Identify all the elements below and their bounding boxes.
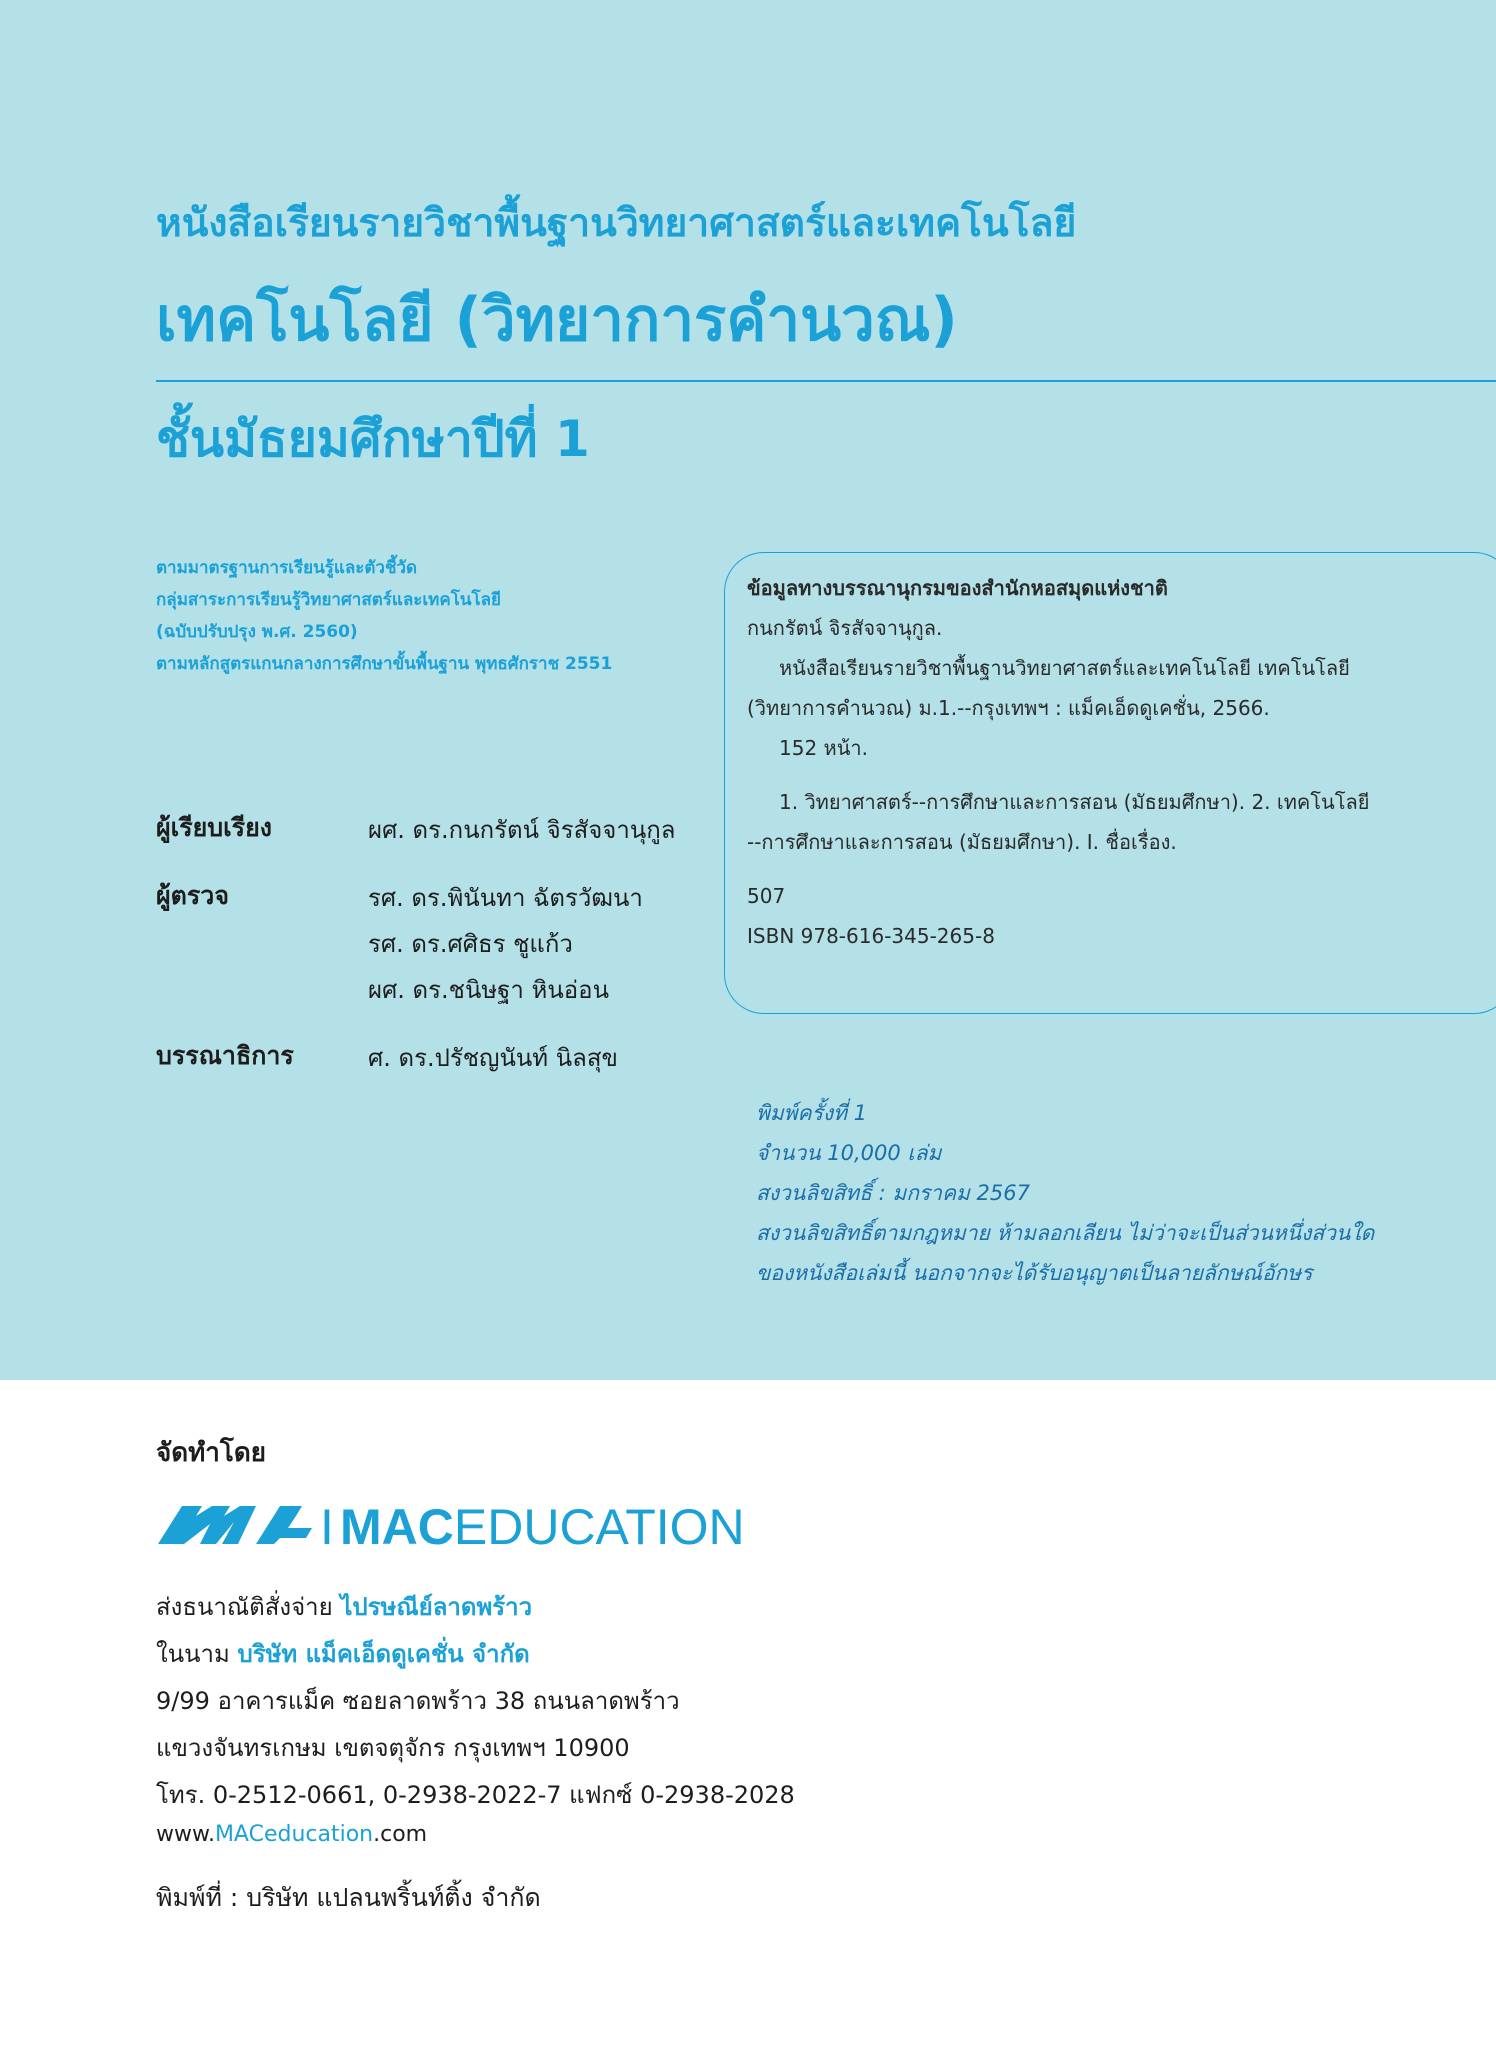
book-title: เทคโนโลยี (วิทยาการคำนวณ)	[156, 285, 958, 355]
cip-heading: ข้อมูลทางบรรณานุกรมของสำนักหอสมุดแห่งชาติ	[747, 576, 1168, 600]
payee-label: ในนาม	[156, 1640, 230, 1668]
print-info-line: พิมพ์ครั้งที่ 1	[756, 1101, 867, 1125]
editor-label: บรรณาธิการ	[156, 1041, 294, 1070]
standards-line: กลุ่มสาระการเรียนรู้วิทยาศาสตร์และเทคโนโลยี	[156, 590, 502, 610]
cip-author: กนกรัตน์ จิรสัจจานุกูล.	[747, 616, 943, 640]
cip-subjects-line: 1. วิทยาศาสตร์--การศึกษาและการสอน (มัธยมศึกษา). 2. เทคโนโลยี	[779, 790, 1370, 814]
address-line: แขวงจันทรเกษม เขตจตุจักร กรุงเทพฯ 10900	[156, 1734, 630, 1762]
cip-title-line: (วิทยาการคำนวณ) ม.1.--กรุงเทพฯ : แม็คเอ็ดดูเคชั่น, 2566.	[747, 696, 1270, 720]
print-info-line: สงวนลิขสิทธิ์ตามกฎหมาย ห้ามลอกเลียน ไม่ว่าจะเป็นส่วนหนึ่งส่วนใด	[756, 1221, 1375, 1245]
produced-by-label: จัดทำโดย	[156, 1438, 266, 1468]
money-order-line	[156, 1584, 795, 1631]
address-line: 9/99 อาคารแม็ค ซอยลาดพร้าว 38 ถนนลาดพร้าว	[156, 1687, 680, 1715]
reviewer-name: รศ. ดร.ศศิธร ชูแก้ว	[368, 930, 573, 958]
logo-text-education: EDUCATION	[453, 1499, 745, 1555]
reviewer-name: ผศ. ดร.ชนิษฐา หินอ่อน	[368, 976, 609, 1004]
svg-text:MACEDUCATION	[340, 1499, 745, 1555]
reviewer-name: รศ. ดร.พินันทา ฉัตรวัฒนา	[368, 884, 643, 912]
print-info	[756, 1093, 1374, 1293]
printer-line: พิมพ์ที่ : บริษัท แปลนพริ้นท์ติ้ง จำกัด	[156, 1883, 541, 1912]
grade-title: ชั้นมัธยมศึกษาปีที่ 1	[156, 410, 590, 468]
cip-title-line: หนังสือเรียนรายวิชาพื้นฐานวิทยาศาสตร์และเทคโนโลยี เทคโนโลยี	[779, 656, 1350, 680]
standards-block	[156, 552, 612, 680]
cip-isbn: ISBN 978-616-345-265-8	[747, 924, 995, 948]
print-info-line: จำนวน 10,000 เล่ม	[756, 1141, 942, 1165]
cip-text	[747, 568, 1369, 956]
author-label: ผู้เรียบเรียง	[156, 813, 272, 842]
website-suffix: .com	[373, 1822, 428, 1847]
website-brand: MACeducation	[214, 1822, 374, 1847]
cip-classification: 507	[747, 884, 786, 908]
series-title: หนังสือเรียนรายวิชาพื้นฐานวิทยาศาสตร์และเทคโนโลยี	[156, 201, 1077, 246]
money-order-value: ไปรษณีย์ลาดพร้าว	[340, 1593, 533, 1621]
money-order-label: ส่งธนาณัติสั่งจ่าย	[156, 1593, 333, 1621]
logo-divider: I	[320, 1499, 334, 1555]
editor-name: ศ. ดร.ปรัชญนันท์ นิลสุข	[368, 1044, 618, 1072]
website-link[interactable]	[156, 1822, 427, 1847]
payee-value: บริษัท แม็คเอ็ดดูเคชั่น จำกัด	[237, 1640, 530, 1668]
contact-block	[156, 1584, 795, 1819]
mac-education-logo	[156, 1490, 796, 1560]
payee-line	[156, 1631, 795, 1678]
phone-line: โทร. 0-2512-0661, 0-2938-2022-7 แฟกซ์ 0-2938-2028	[156, 1781, 795, 1809]
mac-logo-icon	[158, 1506, 312, 1544]
print-info-line: ของหนังสือเล่มนี้ นอกจากจะได้รับอนุญาตเป็นลายลักษณ์อักษร	[756, 1261, 1313, 1285]
author-name: ผศ. ดร.กนกรัตน์ จิรสัจจานุกูล	[368, 816, 676, 844]
standards-line: ตามหลักสูตรแกนกลางการศึกษาขั้นพื้นฐาน พุทธศักราช 2551	[156, 654, 613, 674]
standards-line: ตามมาตรฐานการเรียนรู้และตัวชี้วัด	[156, 558, 418, 578]
logo-text-mac: MAC	[340, 1499, 454, 1555]
title-divider	[156, 380, 1496, 382]
cip-pages: 152 หน้า.	[779, 736, 868, 760]
cip-subjects-line: --การศึกษาและการสอน (มัธยมศึกษา). I. ชื่อเรื่อง.	[747, 830, 1177, 854]
standards-line: (ฉบับปรับปรุง พ.ศ. 2560)	[156, 622, 358, 642]
website-prefix: www.	[156, 1822, 215, 1847]
reviewers-label: ผู้ตรวจ	[156, 881, 229, 910]
print-info-line: สงวนลิขสิทธิ์ : มกราคม 2567	[756, 1181, 1030, 1205]
